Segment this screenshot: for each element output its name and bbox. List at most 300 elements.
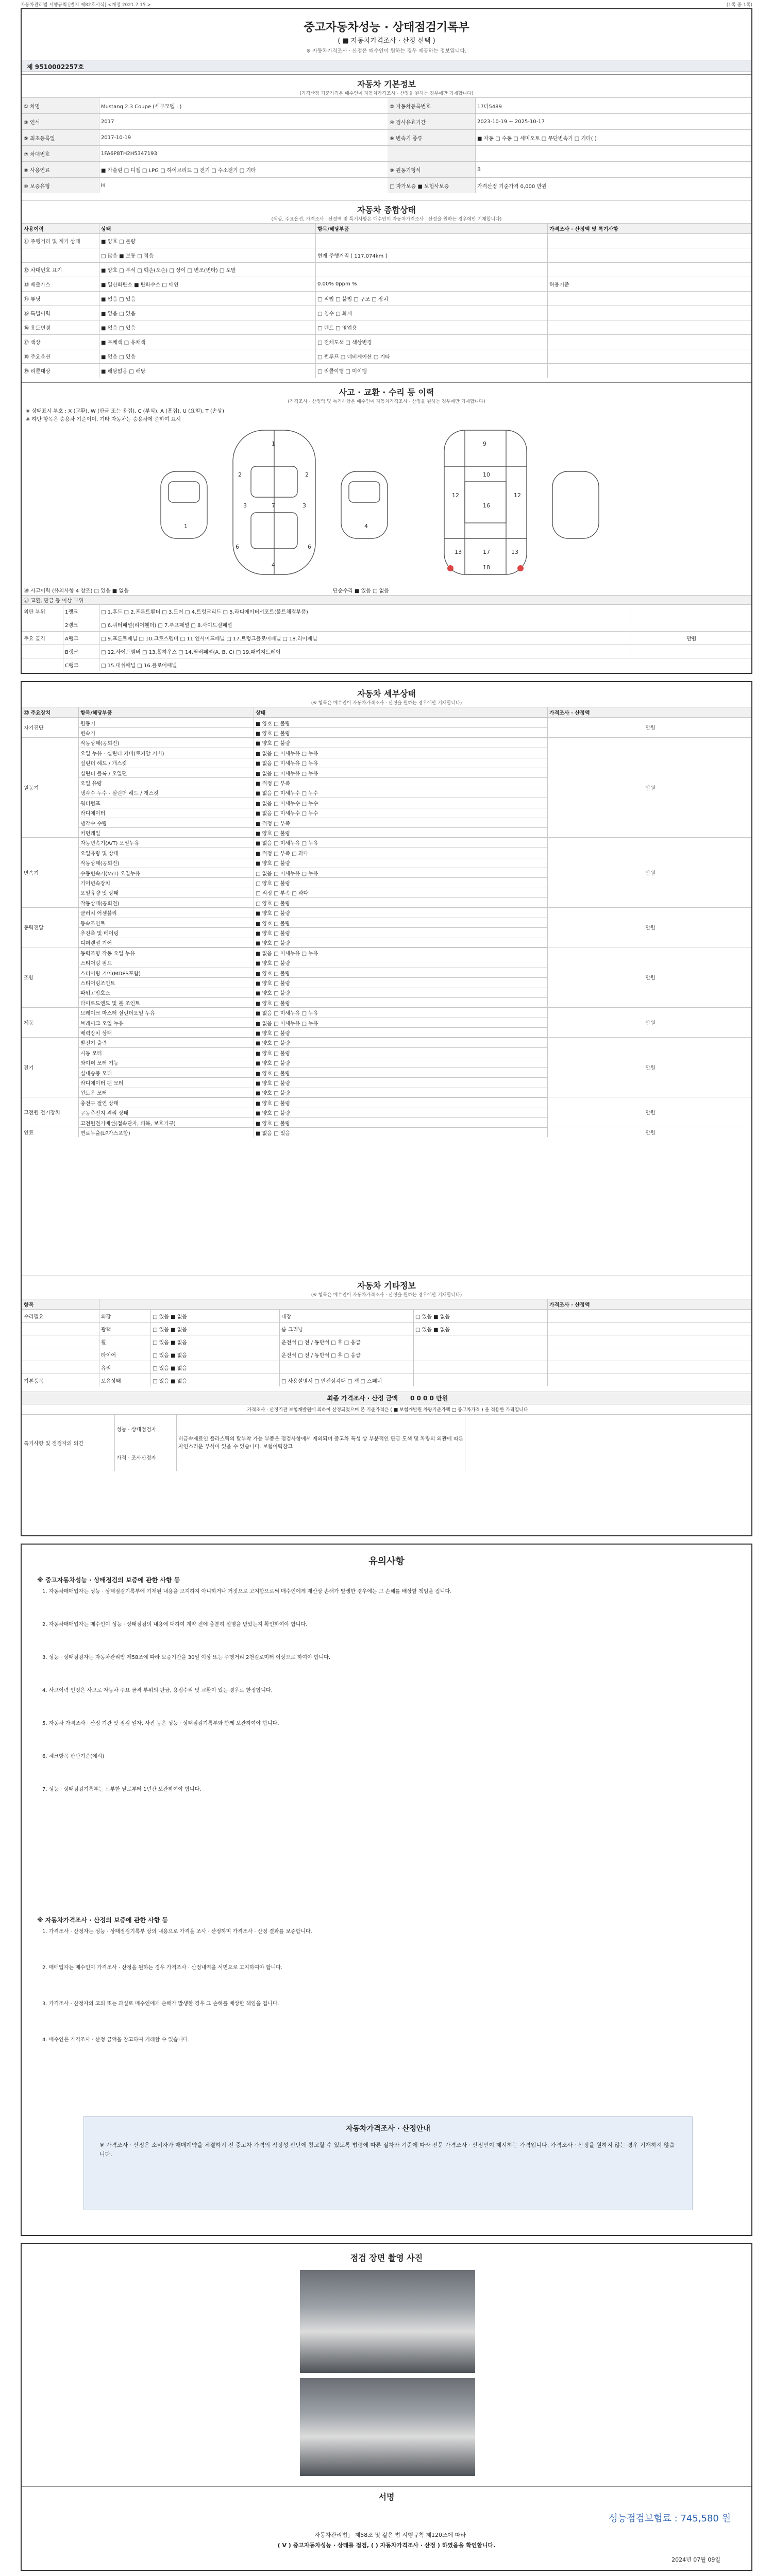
detail-status: ■ 양호 □ 불량: [256, 1081, 291, 1087]
detail-row: [78, 877, 547, 887]
detail-item: 스티어링 기어(MDPS포함): [80, 971, 141, 977]
other-status: □ 있음 ■ 없음: [153, 1314, 188, 1320]
summary-cell: ■ 양호 □ 부식 □ 훼손(오손) □ 상이 □ 변조(변타) □ 도말: [101, 268, 236, 274]
svg-text:18: 18: [483, 564, 490, 571]
detail-row: [78, 818, 547, 827]
part-rank-row: [22, 604, 751, 618]
detail-row: [78, 1038, 547, 1047]
detail-status: ■ 없음 □ 미세누유 □ 누유: [256, 1021, 318, 1027]
detail-group-name: 동력전달: [24, 925, 44, 931]
summary-title: 자동차 종합상태: [357, 205, 416, 215]
form-number: 자동차관리법 시행규칙 [별지 제82호서식] <개정 2021.7.15.>: [21, 3, 152, 8]
summary-cell: 현재 주행거리 [ 117,074km ]: [317, 253, 388, 259]
detail-status: ■ 없음 □ 미세누수 □ 누수: [256, 801, 318, 807]
other-item: 휠: [101, 1340, 106, 1346]
detail-row: [78, 988, 547, 997]
other-item-2: 내장: [281, 1314, 292, 1320]
summary-cell: 허용기준: [549, 282, 569, 288]
svg-text:13: 13: [455, 549, 462, 555]
page-note: ※ 자동차가격조사 · 산정은 매수인이 원하는 경우 제공하는 정보입니다.: [306, 48, 467, 54]
detail-row: [78, 758, 547, 768]
summary-cell: ■ 무채색 □ 유채색: [101, 340, 146, 346]
other-row: [22, 1348, 751, 1361]
basic-label-2: ⑨ 원동기형식: [388, 162, 475, 177]
svg-text:17: 17: [483, 549, 490, 555]
svg-text:6: 6: [236, 544, 239, 550]
summary-cell: ⑯ 용도변경: [24, 326, 51, 331]
summary-cell: ⑰ 색상: [24, 340, 41, 346]
notes-item: 2. 자동차매매업자는 매수인이 성능 · 상태점검의 내용에 대하여 계약 전에 충분히 설명을 받았는지 확인하여야 합니다.: [42, 1622, 308, 1628]
other-status: □ 있음 ■ 없음: [153, 1365, 188, 1371]
detail-status: ■ 없음 □ 미세누유 □ 누유: [256, 951, 318, 957]
notes-item: 7. 성능 · 상태점검기록부는 교부한 날로부터 1년간 보관하여야 합니다.: [42, 1787, 201, 1792]
detail-row: [78, 858, 547, 868]
detail-item: 충전구 절연 상태: [80, 1100, 119, 1107]
special-notes-label: 특기사항 및 점검자의 의견: [24, 1441, 83, 1447]
other-row: [22, 1309, 751, 1322]
inspection-photo-1: [300, 2270, 475, 2373]
detail-row: [78, 1077, 547, 1087]
basic-value: H: [101, 182, 105, 189]
detail-row: [78, 798, 547, 807]
detail-group-name: 자기진단: [24, 725, 44, 732]
price-basis-text: 가격조사 · 산정기관 보험개발원에 의하여 산정되었으며 본 기준가격은 ( ■ 보험개발원 차량기준가액 □ 중고차가격 ) 을 적용한 가격입니다: [247, 1408, 528, 1413]
detail-row: [78, 947, 547, 957]
basic-label-2: □ 자가보증 ■ 보험사보증: [388, 178, 475, 193]
detail-row: [78, 958, 547, 968]
detail-row: [78, 848, 547, 857]
basic-value: 1FA6P8TH2H5347193: [101, 150, 157, 157]
detail-header-cell: 항목/해당부품: [80, 710, 112, 716]
summary-cell: ⑫ 차대번호 표기: [24, 268, 62, 274]
sign-title: 서명: [378, 2492, 395, 2502]
detail-row: [78, 918, 547, 927]
final-price-value: 0 0 0 0 만원: [410, 1395, 448, 1402]
summary-cell: □ 침수 □ 화재: [317, 311, 352, 317]
detail-item: 파워고압호스: [80, 991, 110, 997]
detail-item: 윈도우 모터: [80, 1091, 107, 1097]
summary-cell: □ 적법 □ 불법 □ 구조 □ 장치: [317, 297, 389, 302]
detail-group-name: 연료: [24, 1130, 34, 1137]
detail-status: ■ 양호 □ 불량: [256, 971, 291, 977]
detail-item: 구동축전지 격리 상태: [80, 1111, 129, 1117]
detail-item: 오일유량 및 상태: [80, 851, 119, 857]
detail-row: [78, 808, 547, 818]
photos-title: 점검 장면 촬영 사진: [350, 2253, 423, 2263]
summary-cell: [315, 263, 547, 277]
detail-status: ■ 양호 □ 불량: [256, 961, 291, 967]
summary-cell: ⑪ 주행거리 및 계기 상태: [24, 239, 80, 245]
summary-cell: □ 전체도색 □ 색상변경: [317, 340, 372, 346]
detail-item: 자동변속기(A/T) 오일누유: [80, 841, 140, 847]
other-item-2: 룸 크리닝: [281, 1327, 303, 1333]
rank-group-label: [22, 618, 63, 631]
price-basis-row: [22, 1404, 751, 1414]
summary-cell: ■ 없음 □ 있음: [101, 297, 136, 302]
detail-row: [78, 788, 547, 798]
rank-group-label: 외판 부위: [24, 609, 45, 615]
detail-status: ■ 양호 □ 불량: [256, 741, 291, 747]
detail-item: 실린더 헤드 / 개스킷: [80, 761, 127, 767]
detail-status: ■ 없음 □ 미세누유 □ 누유: [256, 761, 318, 767]
summary-row: [22, 277, 751, 291]
detail-subtitle: (※ 항목은 매수인이 자동차가격조사 · 산정을 원하는 경우에만 기재합니다): [311, 701, 462, 706]
detail-status: ■ 양호 □ 불량: [256, 731, 291, 737]
summary-cell: [547, 234, 751, 248]
summary-cell: [547, 364, 751, 378]
detail-price: 만원: [645, 1065, 656, 1071]
detail-group: [22, 1127, 751, 1137]
summary-cell: ⑬ 배출가스: [24, 282, 51, 288]
other-status: □ 있음 ■ 없음: [153, 1352, 188, 1359]
detail-status: □ 양호 □ 불량: [256, 901, 291, 907]
detail-row: [78, 997, 547, 1007]
detail-status: ■ 없음 □ 미세누유 □ 누유: [256, 771, 318, 777]
detail-group: [22, 717, 751, 737]
accident-history-row: [22, 585, 751, 595]
car-diagram: [156, 425, 619, 580]
basic-label: ⑦ 차대번호: [22, 146, 99, 161]
sign-line-2: ( V ) 중고자동차성능 · 상태를 점검, ( ) 자동차가격조사 · 산정 ) 하였음을 확인합니다.: [277, 2542, 496, 2549]
detail-row: [78, 888, 547, 897]
detail-item: 냉각수 누수 - 실린더 헤드 / 개스킷: [80, 791, 159, 797]
insurance-fee: 성능점검보험료 : 745,580 원: [609, 2513, 731, 2524]
summary-row: [22, 233, 751, 248]
svg-text:2: 2: [305, 471, 309, 478]
summary-cell: □ 렌트 □ 영업용: [317, 326, 357, 331]
summary-row: [22, 248, 751, 262]
detail-item: 수동변속기(M/T) 오일누유: [80, 871, 141, 877]
detail-group-name: 전기: [24, 1065, 34, 1071]
other-row: [22, 1361, 751, 1374]
inspector-label: 성능 · 상태점검자: [116, 1427, 157, 1433]
detail-row: [78, 748, 547, 757]
detail-status: ■ 없음 □ 미세누수 □ 누수: [256, 791, 318, 797]
summary-row: [22, 320, 751, 334]
detail-status: □ 없음 □ 미세누유 □ 누유: [256, 871, 318, 877]
svg-text:12: 12: [452, 492, 459, 499]
basic-label: ③ 연식: [22, 114, 99, 129]
other-item: 광택: [101, 1327, 111, 1333]
detail-item: 라디에이터 팬 모터: [80, 1081, 124, 1087]
final-price-row: [22, 1392, 751, 1404]
svg-text:9: 9: [483, 440, 486, 447]
detail-row: [78, 1018, 547, 1027]
detail-header-cell: ㉒ 주요장치: [24, 710, 51, 716]
detail-row: [78, 938, 547, 947]
detail-row: [78, 777, 547, 787]
svg-text:6: 6: [308, 544, 311, 550]
svg-text:4: 4: [272, 562, 275, 568]
rank-items: □ 9.프론트패널 □ 10.크로스멤버 □ 11.인사이드패널 □ 17.트렁크플로어패널 □ 18.리어패널: [101, 636, 317, 642]
summary-cell: [547, 335, 751, 349]
other-item: 타이어: [101, 1352, 116, 1359]
summary-cell: [547, 306, 751, 320]
summary-cell: [547, 248, 751, 262]
detail-row: [78, 968, 547, 977]
svg-text:10: 10: [483, 471, 490, 478]
detail-item: 원동기: [80, 721, 95, 727]
detail-group: [22, 1007, 751, 1037]
detail-item: 작동상태(공회전): [80, 861, 120, 867]
other-group: [22, 1348, 99, 1361]
detail-row: [78, 927, 547, 937]
detail-status: ■ 양호 □ 불량: [256, 1041, 291, 1047]
detail-price: 만원: [645, 1130, 656, 1137]
summary-cell: [547, 292, 751, 306]
detail-status: ■ 없음 □ 미세누유 □ 누유: [256, 751, 318, 757]
appraiser-label: 가격 · 조사산정자: [116, 1455, 157, 1461]
detail-status: ■ 양호 □ 불량: [256, 1061, 291, 1067]
detail-status: ■ 양호 □ 불량: [256, 911, 291, 917]
notes-title: 유의사항: [368, 1556, 405, 1567]
page-subtitle: ( ■ 자동차가격조사 · 산정 선택 ): [338, 37, 435, 45]
detail-item: 연료누출(LP가스포함): [80, 1131, 130, 1137]
detail-header-cell: 상태: [256, 710, 266, 716]
detail-price: 만원: [645, 785, 656, 791]
basic-info-subtitle: (가격산정 기준가격은 매수인이 자동차가격조사 · 산정을 원하는 경우에만 기재합니다): [299, 91, 474, 96]
detail-group: [22, 737, 751, 837]
detail-status: ■ 양호 □ 불량: [256, 861, 291, 867]
other-item: 유리: [101, 1365, 111, 1371]
final-price-label: 최종 가격조사 · 산정 금액: [327, 1395, 398, 1402]
basic-value-2: 2023-10-19 ~ 2025-10-17: [477, 118, 545, 125]
page-title: 중고자동차성능 · 상태점검기록부: [304, 21, 469, 34]
basic-info-section: [22, 74, 751, 198]
other-row: [22, 1374, 751, 1386]
detail-price: 만원: [645, 1110, 656, 1116]
rank-label: C랭크: [65, 663, 79, 669]
other-info-section: [22, 1276, 751, 1533]
svg-text:13: 13: [511, 549, 518, 555]
rank-group-label: 주요 골격: [24, 636, 45, 642]
detail-item: 실린더 블록 / 오일팬: [80, 771, 127, 777]
svg-text:12: 12: [514, 492, 521, 499]
detail-section: [22, 682, 751, 1275]
detail-item: 고전원전기배선(접속단자, 피복, 보호기구): [80, 1121, 176, 1127]
detail-item: 발전기 출력: [80, 1041, 107, 1047]
other-row: [22, 1335, 751, 1348]
basic-value-2: [475, 146, 751, 161]
form-header: [0, 0, 773, 7]
rank-items: □ 6.쿼터패널(리어휀더) □ 7.루프패널 □ 8.사이드실패널: [101, 623, 232, 629]
detail-row: [78, 977, 547, 987]
summary-cell: □ 썬루프 □ 네비게이션 □ 기타: [317, 354, 390, 360]
accident-subtitle: (가격조사 · 산정액 및 특기사항은 매수인이 자동차가격조사 · 산정을 원하는 경우에만 기재합니다): [288, 399, 485, 404]
summary-row: [22, 291, 751, 306]
summary-cell: [547, 349, 751, 363]
other-info-subtitle: (※ 항목은 매수인이 자동차가격조사 · 산정을 원하는 경우에만 기재합니다): [311, 1293, 462, 1298]
detail-status: ■ 양호 □ 불량: [256, 1031, 291, 1037]
detail-status: ■ 없음 □ 미세누수 □ 누수: [256, 811, 318, 817]
other-status-2: □ 있음 ■ 없음: [415, 1327, 450, 1333]
detail-row: [78, 768, 547, 777]
detail-status: ■ 양호 □ 불량: [256, 831, 291, 837]
detail-row: [78, 1058, 547, 1067]
basic-info-row: [22, 161, 751, 177]
page-2: [21, 681, 752, 1536]
notes-item: 4. 사고이력 인정은 사고로 자동차 주요 골격 부위의 판금, 용접수리 및 교환이 있는 경우로 한정합니다.: [42, 1688, 273, 1693]
detail-item: 워터펌프: [80, 801, 100, 807]
rank-items: □ 1.후드 □ 2.프론트휀더 □ 3.도어 □ 4.트렁크리드 □ 5.라디에이터서포트(볼트체결부품): [101, 609, 308, 615]
detail-item: 와이퍼 모터 기능: [80, 1061, 119, 1067]
notes-item: 4. 매수인은 가격조사 · 산정 금액을 참고하여 거래할 수 있습니다.: [42, 2037, 190, 2043]
basic-info-row: [22, 177, 751, 193]
page-3: [21, 1544, 752, 2236]
notes-item: 3. 가격조사 · 산정자의 고의 또는 과실로 매수인에게 손해가 발생한 경우 그 손해를 배상할 책임을 집니다.: [42, 2001, 279, 2007]
accident-legend-2: ※ 하단 항목은 승용차 기준이며, 기타 자동차는 승용차에 준하여 표시: [26, 417, 181, 422]
part-label-row: [22, 595, 751, 604]
summary-cell: 0.00% 0ppm %: [317, 281, 357, 287]
detail-status: ■ 적정 □ 부족 □ 과다: [256, 851, 309, 857]
summary-cell: ■ 양호 □ 불량: [101, 239, 136, 245]
notes-item: 6. 체크항목 판단기준(예시): [42, 1754, 105, 1759]
part-rank-row: [22, 618, 751, 631]
other-status-2: [413, 1348, 547, 1361]
detail-item: 기어변속장치: [80, 881, 110, 887]
special-notes-row: [22, 1414, 751, 1471]
basic-info-row: [22, 129, 751, 145]
summary-cell: [315, 234, 547, 248]
detail-row: [78, 827, 547, 837]
basic-label: ⑤ 최초등록일: [22, 130, 99, 145]
detail-item: 동력조향 작동 오일 누유: [80, 951, 136, 957]
svg-text:1: 1: [272, 440, 275, 447]
accident-title: 사고 · 교환 · 수리 등 이력: [339, 387, 434, 397]
detail-header-cell: 가격조사 · 산정액: [549, 710, 590, 716]
detail-item: 작동상태(공회전): [80, 901, 120, 907]
detail-item: 브레이크 마스터 실린더오일 누유: [80, 1011, 155, 1017]
svg-text:3: 3: [243, 502, 247, 509]
detail-item: 오일 누유 - 실린더 커버(로커암 커버): [80, 751, 164, 757]
page-4: [21, 2243, 752, 2571]
detail-item: 냉각수 수량: [80, 821, 107, 827]
detail-item: 클러치 어셈블리: [80, 911, 117, 917]
detail-item: 스티어링 펌프: [80, 961, 112, 967]
accident-section: [22, 382, 751, 674]
other-row: [22, 1322, 751, 1335]
rank-label: B랭크: [65, 650, 79, 655]
summary-row: [22, 262, 751, 277]
notes-heading-2: ※ 자동차가격조사 · 산정의 보증에 관한 사항 등: [37, 1917, 169, 1924]
detail-status: ■ 적정 □ 부족: [256, 821, 291, 827]
summary-cell: ■ 해당없음 □ 해당: [101, 369, 146, 375]
basic-label-2: [388, 146, 475, 161]
detail-item: 배력장치 상태: [80, 1031, 112, 1037]
summary-row: [22, 349, 751, 363]
summary-section: [22, 200, 751, 380]
detail-group: [22, 1097, 751, 1127]
rank-group-label: [22, 645, 63, 658]
detail-group: [22, 907, 751, 947]
part-rank-row: [22, 631, 751, 645]
detail-group-name: 원동기: [24, 785, 39, 791]
detail-item: 등속조인트: [80, 921, 106, 927]
notes-heading-1: ※ 중고자동차성능 · 상태점검의 보증에 관한 사항 등: [37, 1577, 180, 1584]
detail-status: ■ 양호 □ 불량: [256, 1111, 291, 1117]
svg-text:7: 7: [272, 502, 275, 509]
summary-header-cell: 사용이력: [24, 227, 44, 232]
other-group: 수리필요: [24, 1314, 44, 1320]
basic-label-2: ⑥ 변속기 종류: [388, 130, 475, 145]
other-item: 외장: [101, 1314, 111, 1320]
detail-group-name: 고전원 전기장치: [24, 1110, 60, 1116]
rank-price: 만원: [686, 636, 697, 642]
detail-price: 만원: [645, 870, 656, 876]
detail-item: 스티어링조인트: [80, 981, 115, 987]
detail-status: ■ 적정 □ 부족: [256, 781, 291, 787]
basic-value-2: ■ 자동 □ 수동 □ 세미오토 □ 무단변속기 □ 기타( ): [477, 135, 597, 142]
detail-status: ■ 양호 □ 불량: [256, 1091, 291, 1097]
detail-item: 디퍼렌셜 기어: [80, 941, 112, 947]
detail-status: ■ 양호 □ 불량: [256, 921, 291, 927]
detail-price: 만원: [645, 1020, 656, 1026]
detail-row: [78, 1127, 547, 1137]
summary-cell: ⑱ 주요옵션: [24, 354, 51, 360]
detail-status: ■ 없음 □ 미세누유 □ 누유: [256, 1011, 318, 1017]
detail-item: 라디에이터: [80, 811, 106, 817]
basic-info-row: [22, 145, 751, 161]
summary-cell: □ 많음 ■ 보통 □ 적음: [101, 253, 154, 259]
other-status-2: [413, 1335, 547, 1348]
rank-label: 1랭크: [65, 609, 78, 615]
detail-group: [22, 1037, 751, 1097]
accident-legend: ※ 상태표시 부호 : X (교환), W (판금 또는 용접), C (부식), A (흠집), U (요철), T (손상): [26, 409, 225, 414]
other-item: 보유상태: [101, 1378, 121, 1384]
summary-cell: ⑲ 리콜대상: [24, 369, 51, 375]
detail-price: 만원: [645, 925, 656, 931]
notes-item: 1. 자동차매매업자는 성능 · 상태점검기록부에 기재된 내용을 고지하지 아니하거나 거짓으로 고지함으로써 매수인에게 재산상 손해가 발생한 경우에는 그 손해를 배상할 책임을 집니다.: [42, 1589, 452, 1595]
notes-item: 1. 가격조사 · 산정자는 성능 · 상태점검기록부 상의 내용으로 가격을 조사 · 산정하며 가격조사 · 산정 결과를 보증합니다.: [42, 1929, 312, 1935]
other-item-2: 운전석 □ 전 / 동반석 □ 후 □ 응급: [281, 1340, 361, 1346]
car-underside-outline: [552, 471, 599, 538]
summary-cell: ■ 일산화탄소 ■ 탄화수소 □ 매연: [101, 282, 179, 288]
basic-label: ⑧ 사용연료: [22, 162, 99, 177]
detail-item: 실내송풍 모터: [80, 1071, 112, 1077]
basic-value: ■ 가솔린 □ 디젤 □ LPG □ 하이브리드 □ 전기 □ 수소전기 □ 기타: [101, 167, 256, 174]
sign-date: 2024년 07월 09일: [671, 2556, 720, 2563]
summary-cell: ⑮ 특별이력: [24, 311, 51, 317]
svg-text:1: 1: [184, 523, 188, 530]
other-status: □ 있음 ■ 없음: [153, 1340, 188, 1346]
notes-item: 3. 성능 · 상태점검자는 자동차관리법 제58조에 따라 보증기간을 30일 이상 또는 주행거리 2천킬로미터 이상으로 하여야 합니다.: [42, 1655, 331, 1660]
other-status: □ 있음 ■ 없음: [153, 1327, 188, 1333]
other-item-2: □ 사용설명서 □ 안전삼각대 □ 잭 □ 스패너: [281, 1378, 382, 1384]
basic-label: ① 차명: [22, 98, 99, 113]
other-header-cell: 항목: [24, 1302, 34, 1308]
detail-item: 타이로드엔드 및 볼 조인트: [80, 1001, 140, 1007]
rank-group-label: [22, 658, 63, 671]
inspection-photo-2: [300, 2378, 475, 2476]
svg-text:2: 2: [238, 471, 242, 478]
other-status-2: [413, 1374, 547, 1386]
other-item-2: 운전석 □ 전 / 동반석 □ 후 □ 응급: [281, 1352, 361, 1359]
detail-status: ■ 양호 □ 불량: [256, 941, 291, 947]
other-group: 기본품목: [24, 1378, 44, 1384]
summary-header-cell: 가격조사 · 산정액 및 특기사항: [549, 227, 618, 232]
summary-cell: □ 리콜이행 □ 미이행: [317, 369, 367, 375]
rank-items: □ 15.대쉬패널 □ 16.플로어패널: [101, 663, 177, 669]
rank-label: 2랭크: [65, 623, 78, 629]
basic-value-2: 가격산정 기준가격 0,000 만원: [477, 183, 547, 190]
detail-group-name: 변속기: [24, 870, 39, 876]
svg-text:3: 3: [303, 502, 306, 509]
page-indicator: (1쪽 중 1쪽): [726, 3, 752, 8]
notes-item: 2. 매매업자는 매수인이 가격조사 · 산정을 원하는 경우 가격조사 · 산정내역을 서면으로 고지하여야 합니다.: [42, 1965, 283, 1971]
part-rank-row: [22, 658, 751, 671]
basic-value: Mustang 2.3 Coupe (세부모델 : ): [101, 104, 182, 110]
rank-items: □ 12.사이드멤버 □ 13.휠하우스 □ 14.필러패널(A, B, C) □ 19.패키지트레이: [101, 650, 281, 655]
